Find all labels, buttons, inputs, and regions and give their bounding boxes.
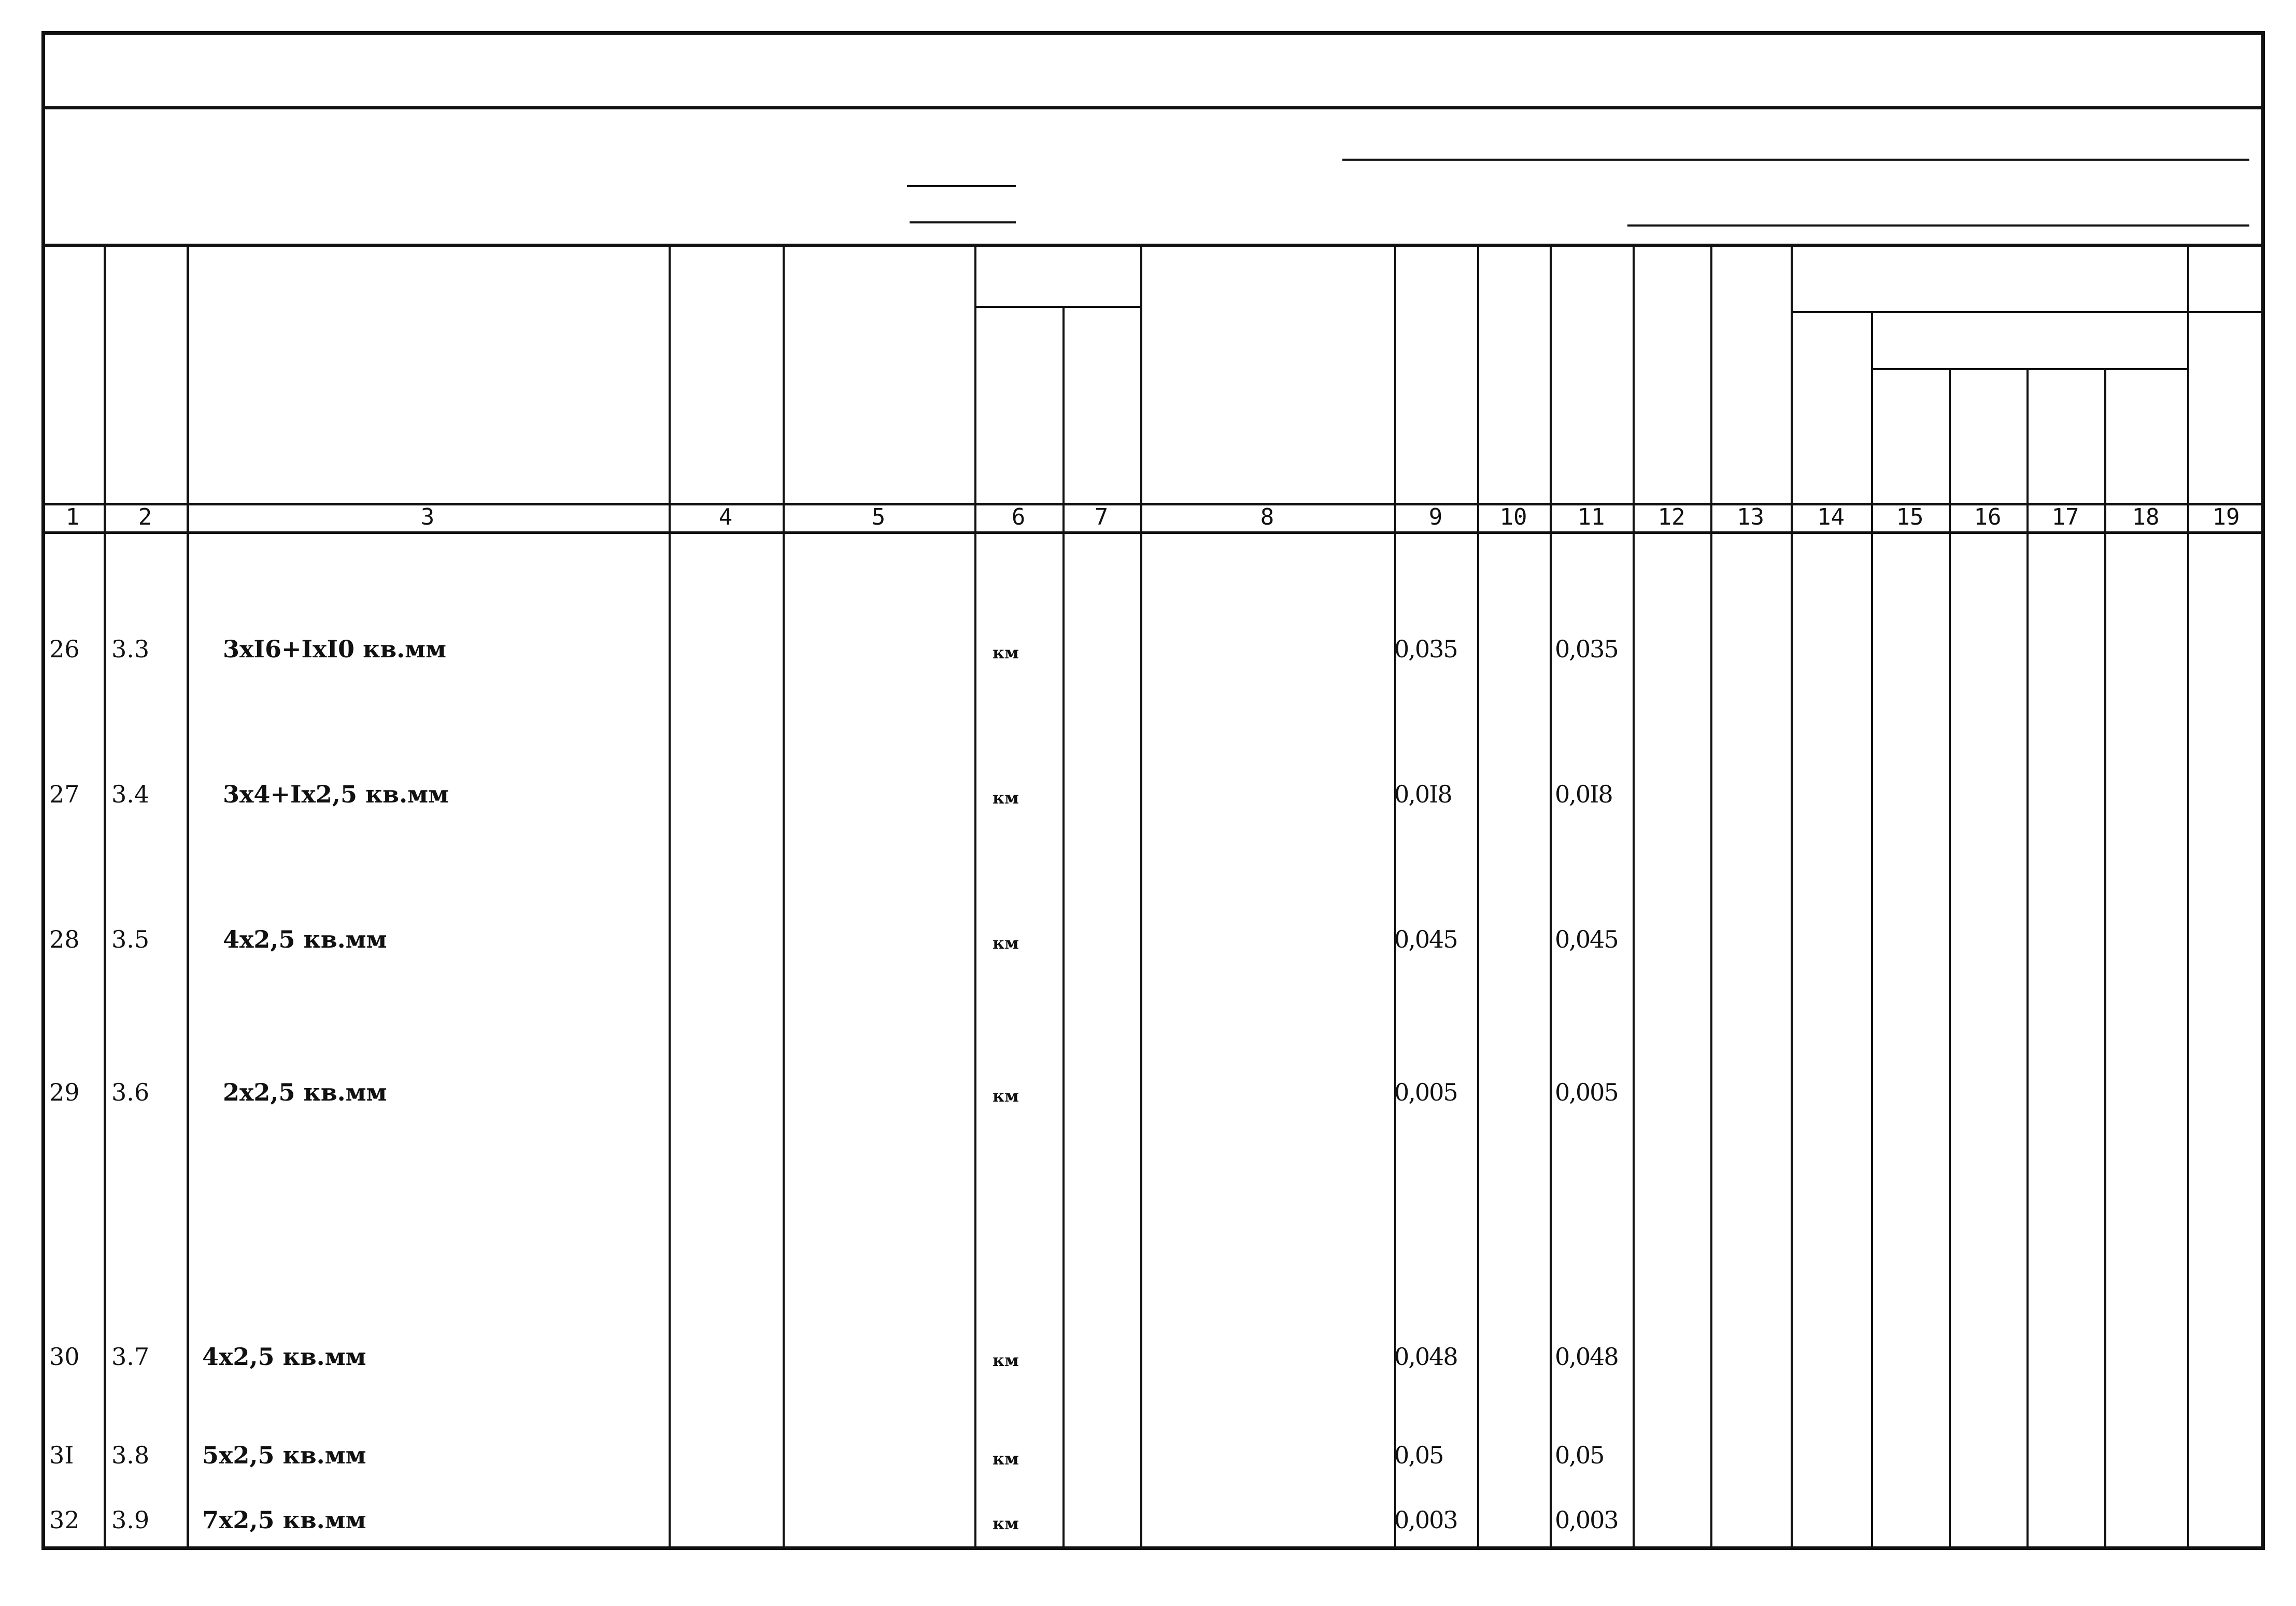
row-position: 3.3 [111, 635, 150, 663]
accepted-group-header [1804, 270, 1840, 295]
row-need-launch: 0,003 [1555, 1506, 1618, 1534]
row-number: 26 [49, 635, 80, 663]
column-number: 1 [65, 504, 80, 530]
column-number-bottom [41, 531, 2265, 534]
column-divider [1633, 244, 1635, 1547]
column-number: 4 [718, 504, 733, 530]
column-number: 11 [1577, 504, 1605, 530]
row-need-launch: 0,005 [1555, 1078, 1618, 1106]
column-number: 5 [871, 504, 886, 530]
row-position: 3.6 [111, 1078, 150, 1106]
column-number: 18 [2132, 504, 2160, 530]
row-unit: км [993, 643, 1019, 663]
row-need-launch: 0,045 [1555, 925, 1618, 953]
row-need-project: 0,0I8 [1394, 780, 1452, 808]
column-number: 13 [1737, 504, 1764, 530]
row-unit: км [993, 788, 1019, 808]
column-number: 19 [2212, 504, 2240, 530]
column-divider [1550, 244, 1552, 1547]
column-divider [1140, 244, 1142, 1547]
column-number: 3 [420, 504, 435, 530]
unit-group-divider [974, 306, 1140, 308]
column-number: 2 [138, 504, 152, 530]
row-name: 2x2,5 кв.мм [223, 1078, 387, 1106]
column-number: 6 [1011, 504, 1026, 530]
row-need-project: 0,045 [1394, 925, 1457, 953]
column-number: 10 [1499, 504, 1527, 530]
row-need-project: 0,005 [1394, 1078, 1457, 1106]
column-divider [2026, 370, 2029, 1547]
column-divider [1062, 308, 1065, 1547]
column-divider [1477, 244, 1479, 1547]
row-unit: км [993, 1350, 1019, 1370]
row-number: 32 [49, 1506, 80, 1534]
row-name: 4x2,5 кв.мм [202, 1343, 366, 1371]
column-divider [1949, 370, 1951, 1547]
row-number: 30 [49, 1343, 80, 1371]
column-number: 9 [1428, 504, 1443, 530]
column-divider [974, 244, 976, 1547]
column-divider [1871, 313, 1873, 1547]
column-divider [2187, 244, 2189, 1547]
column-divider [104, 244, 106, 1547]
row-position: 3.7 [111, 1343, 150, 1371]
enterprise-field [1342, 130, 2249, 161]
column-divider [1791, 244, 1793, 1547]
row-unit: км [993, 933, 1019, 953]
column-divider [783, 244, 785, 1547]
row-need-project: 0,003 [1394, 1506, 1457, 1534]
column-number: 17 [2051, 504, 2079, 530]
row-number: 3I [49, 1441, 74, 1469]
row-name: 4x2,5 кв.мм [223, 925, 387, 953]
table-top-border [41, 244, 2265, 247]
row-need-launch: 0,035 [1555, 635, 1618, 663]
row-need-launch: 0,05 [1555, 1441, 1604, 1469]
row-number: 29 [49, 1078, 80, 1106]
row-position: 3.5 [111, 925, 150, 953]
column-divider [2104, 370, 2106, 1547]
row-unit: км [993, 1086, 1019, 1106]
quarters-group-divider [1871, 368, 2187, 370]
row-name: 3x4+Ix2,5 кв.мм [223, 780, 449, 808]
column-divider [669, 244, 671, 1547]
row-unit: км [993, 1514, 1019, 1533]
row-number: 28 [49, 925, 80, 953]
row-need-launch: 0,048 [1555, 1343, 1618, 1371]
row-need-project: 0,035 [1394, 635, 1457, 663]
column-number: 12 [1657, 504, 1685, 530]
column-number: 16 [1974, 504, 2002, 530]
column-number: 8 [1260, 504, 1274, 530]
total-sheets-field [907, 158, 1016, 187]
row-position: 3.9 [111, 1506, 150, 1534]
column-divider [1710, 244, 1712, 1547]
row-name: 7x2,5 кв.мм [202, 1506, 366, 1534]
column-number: 7 [1094, 504, 1109, 530]
row-need-project: 0,05 [1394, 1441, 1443, 1469]
column-number: 14 [1817, 504, 1845, 530]
row-name: 3xI6+IxI0 кв.мм [223, 635, 447, 663]
row-name: 5x2,5 кв.мм [202, 1441, 366, 1469]
accepted-group-divider [1791, 311, 2265, 313]
row-need-launch: 0,0I8 [1555, 780, 1612, 808]
object-field [1627, 200, 2249, 227]
header-divider [41, 106, 2265, 109]
column-divider [187, 244, 189, 1547]
row-number: 27 [49, 780, 80, 808]
column-number: 15 [1896, 504, 1924, 530]
row-need-project: 0,048 [1394, 1343, 1457, 1371]
row-unit: км [993, 1449, 1019, 1469]
row-position: 3.4 [111, 780, 150, 808]
row-position: 3.8 [111, 1441, 150, 1469]
sheet-field [910, 194, 1016, 223]
